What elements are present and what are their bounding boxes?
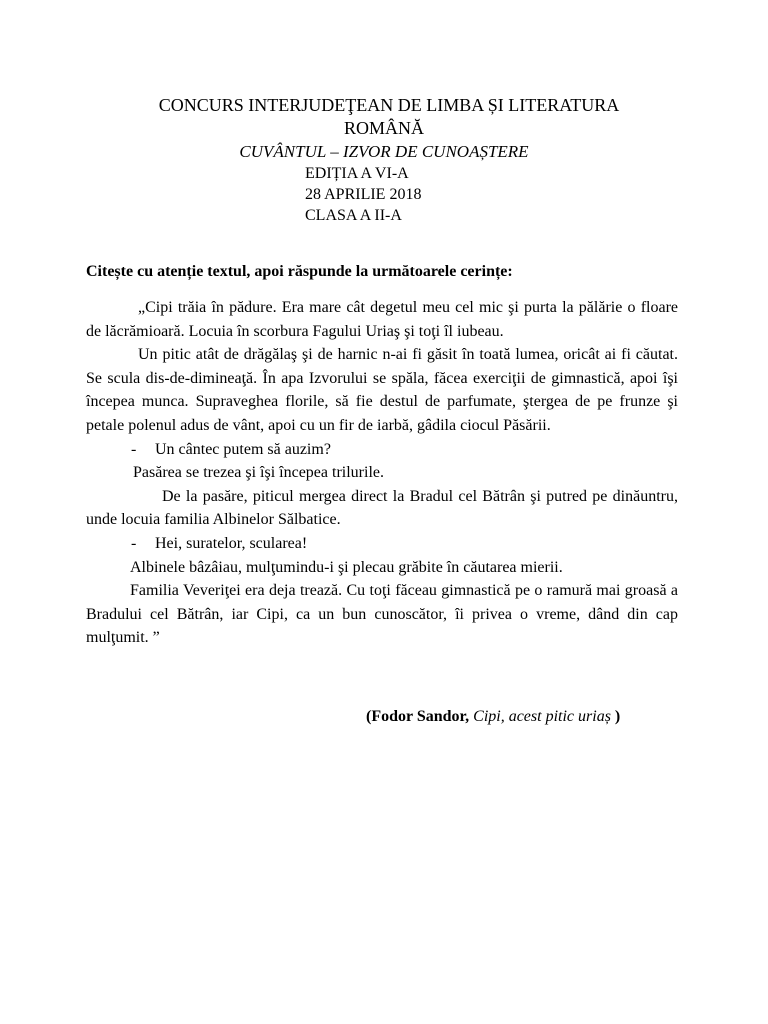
paragraph-3: Pasărea se trezea şi îşi începea trilurile. <box>133 464 384 482</box>
dialog-dash: - <box>131 440 137 458</box>
date-label: 28 APRILIE 2018 <box>305 186 422 203</box>
source-book: Cipi, acest pitic uriaș <box>473 708 611 725</box>
dialog-line-1 <box>86 438 678 462</box>
document-header <box>0 94 768 226</box>
edition-label: EDIȚIA A VI-A <box>305 165 409 182</box>
instruction-text: Citește cu atenție textul, apoi răspunde la următoarele cerințe: <box>86 263 513 280</box>
dialog-text: Hei, suratelor, scularea! <box>155 534 308 552</box>
dialog-text: Un cântec putem să auzim? <box>155 440 331 458</box>
paragraph-4: De la pasăre, piticul mergea direct la Bradul cel Bătrân şi putred pe dinăuntru, unde locuia familia Albinelor Sălbatice. <box>86 487 678 529</box>
source-close: ) <box>614 708 621 725</box>
paragraph-6: Familia Veveriţei era deja trează. Cu toţi făceau gimnastică pe o ramură mai groasă a Bradului cel Bătrân, iar Cipi, ca un bun cunoscător, îi privea o vreme, dând din cap mulţumit. ” <box>86 582 678 647</box>
contest-title-line2: ROMÂNĂ <box>343 118 424 138</box>
source-author: (Fodor Sandor, <box>366 708 470 725</box>
contest-subtitle: CUVÂNTUL – IZVOR DE CUNOAȘTERE <box>239 142 529 161</box>
source-citation <box>366 708 620 726</box>
grade-label: CLASA A II-A <box>305 207 402 224</box>
contest-title-line1: CONCURS INTERJUDEŢEAN DE LIMBA ȘI LITERATURA <box>158 95 620 115</box>
dialog-dash: - <box>131 534 137 552</box>
paragraph-5: Albinele bâzâiau, mulţumindu-i şi plecau grăbite în căutarea mierii. <box>130 558 563 576</box>
paragraph-2: Un pitic atât de drăgălaş şi de harnic n-ai fi găsit în toată lumea, oricât ai fi căutat. Se scula dis-de-dimineaţă. În apa Izvorului se spăla, făcea exerciţii de gimnastică, apoi îşi începea munca. Supraveghea florile, să fie destul de parfumate, ştergea de pe frunze şi petale polenul adus de vânt, apoi cu un fir de iarbă, gâdila ciocul Păsării. <box>86 346 678 434</box>
dialog-line-2 <box>86 532 678 556</box>
paragraph-1: „Cipi trăia în pădure. Era mare cât degetul meu cel mic şi purta la pălărie o floare de lăcrămioară. Locuia în scorbura Fagului Uriaş şi toţi îl iubeau. <box>86 299 678 340</box>
story-text <box>86 296 678 650</box>
